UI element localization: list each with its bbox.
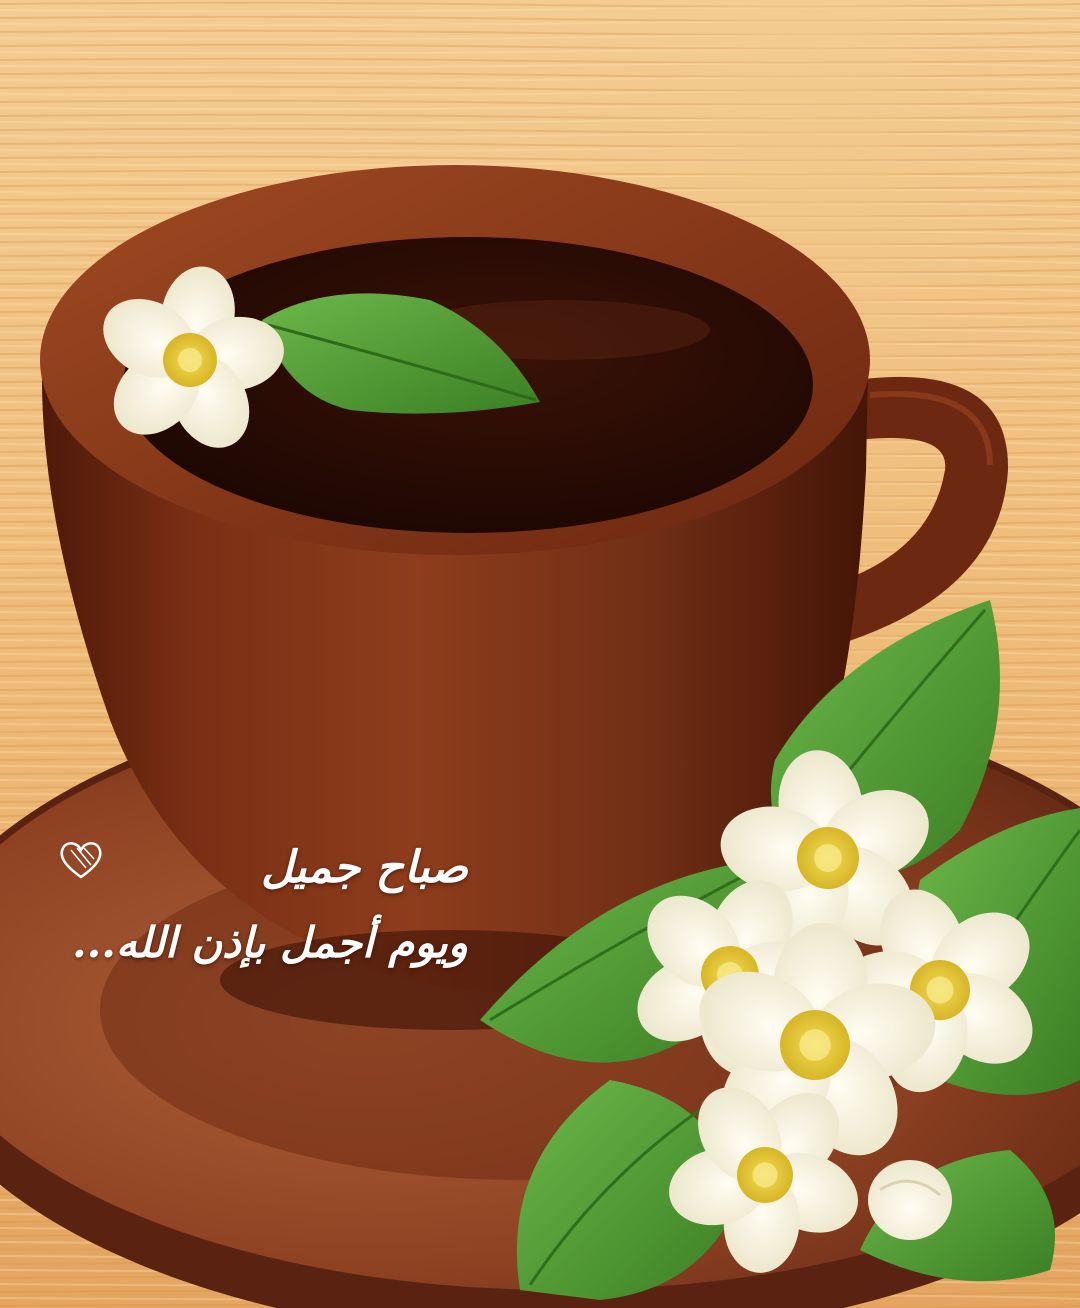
heart-icon <box>56 838 106 880</box>
greeting-line-2: ويوم أجمل بإذن الله... <box>71 918 468 967</box>
greeting-line-1: صباح جميل <box>260 842 468 893</box>
